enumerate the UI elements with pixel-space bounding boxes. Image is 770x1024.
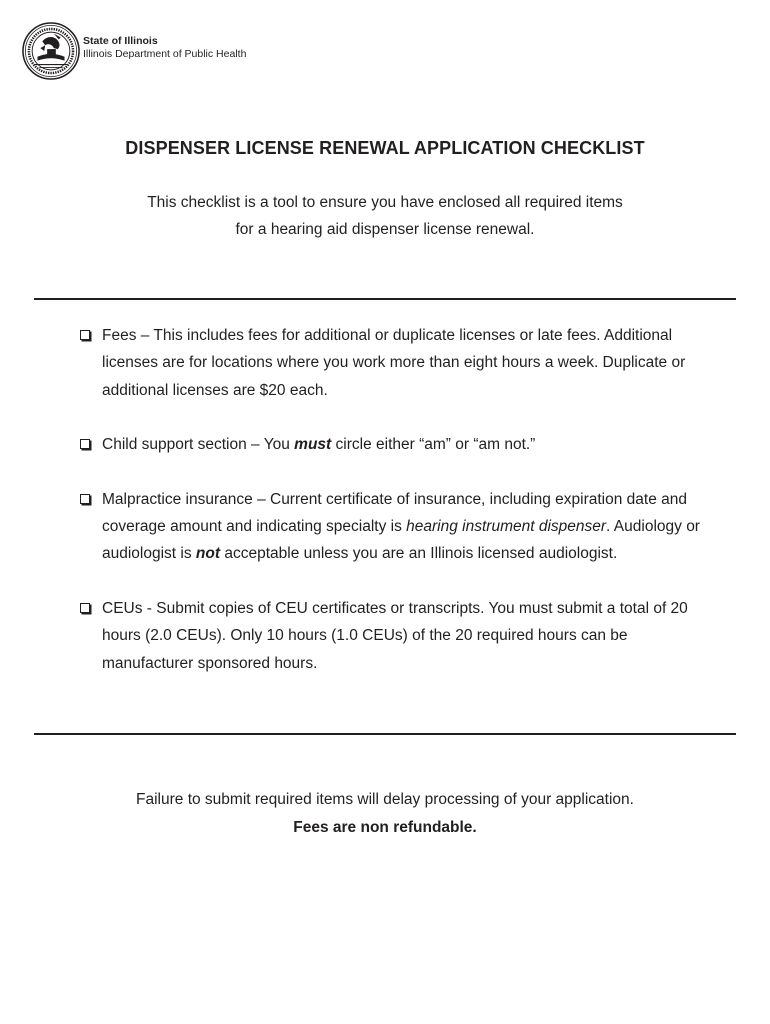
- intro-line-2: for a hearing aid dispenser license renewal.: [235, 221, 535, 238]
- checklist-item-ceus: [79, 595, 719, 677]
- processing-warning: Failure to submit required items will delay processing of your application.: [136, 791, 634, 808]
- page-title: DISPENSER LICENSE RENEWAL APPLICATION CHECKLIST: [125, 138, 645, 158]
- checklist-item-text: Fees – This includes fees for additional or duplicate licenses or late fees. Additional licenses are for locations where you work more than eight hours a week. Duplicate or additional licenses are $20 each.: [102, 327, 686, 399]
- refund-note: Fees are non refundable.: [293, 818, 477, 836]
- checklist: [79, 322, 719, 677]
- top-divider: [34, 298, 736, 300]
- department-name: Illinois Department of Public Health: [83, 48, 247, 60]
- checklist-item-text: CEUs - Submit copies of CEU certificates or transcripts. You must submit a total of 20 hours (2.0 CEUs). Only 10 hours (1.0 CEUs) of the 20 required hours can be manufacturer sponsored hours.: [102, 599, 688, 672]
- intro-line-1: This checklist is a tool to ensure you have enclosed all required items: [147, 194, 623, 211]
- checklist-item-fees: [79, 322, 719, 404]
- checkbox-icon[interactable]: [80, 439, 90, 449]
- agency-header: [83, 35, 246, 61]
- illinois-state-seal-icon: [22, 22, 80, 80]
- checklist-item-malpractice: [79, 486, 719, 568]
- specialty-term: hearing instrument dispenser: [406, 518, 607, 536]
- emphasis-not: not: [195, 545, 221, 563]
- checkbox-icon[interactable]: [80, 330, 90, 340]
- checklist-item-text: Malpractice insurance – Current certificate of insurance, including expiration date and coverage amount and indicating specialty is: [102, 490, 688, 536]
- checklist-item-text: circle either “am” or “am not.”: [331, 436, 536, 454]
- intro-text: [60, 189, 710, 243]
- bottom-divider: [34, 733, 736, 735]
- checklist-item-text: Child support section – You: [102, 436, 295, 454]
- checklist-item-text: . Audiology or audiologist is: [102, 518, 700, 563]
- emphasis-must: must: [294, 436, 332, 454]
- footer-note: [60, 786, 710, 841]
- state-name: State of Illinois: [83, 35, 158, 47]
- checkbox-icon[interactable]: [80, 603, 90, 613]
- checkbox-icon[interactable]: [80, 494, 90, 504]
- checklist-item-text: acceptable unless you are an Illinois licensed audiologist.: [220, 545, 618, 563]
- checklist-item-child-support: [79, 431, 719, 458]
